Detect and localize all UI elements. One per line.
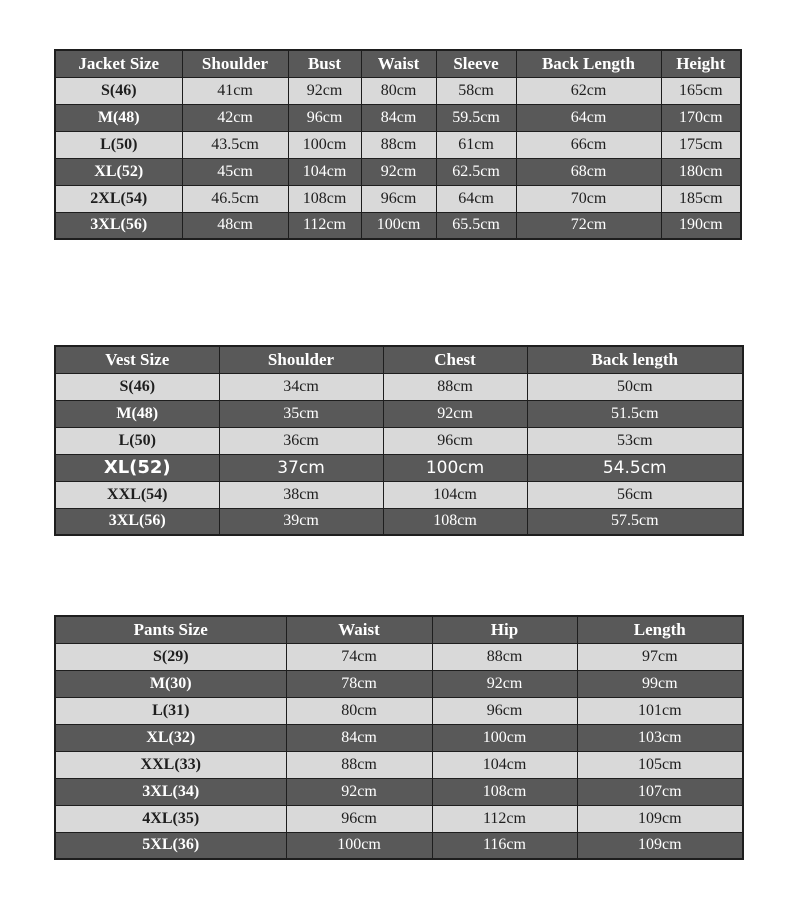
table-cell: 56cm — [527, 481, 743, 508]
table-cell: 57.5cm — [527, 508, 743, 535]
table-cell: 96cm — [288, 104, 361, 131]
jacket-size-table — [54, 49, 742, 240]
table-row — [55, 454, 743, 481]
table-header-row — [55, 50, 741, 77]
column-header: Height — [661, 50, 741, 77]
table-header-row — [55, 346, 743, 373]
column-header: Hip — [432, 616, 577, 643]
column-header: Shoulder — [182, 50, 288, 77]
size-label: 3XL(34) — [55, 778, 286, 805]
table-row — [55, 751, 743, 778]
table-cell: 92cm — [288, 77, 361, 104]
table-cell: 39cm — [219, 508, 383, 535]
size-label: S(46) — [55, 373, 219, 400]
table-cell: 59.5cm — [436, 104, 516, 131]
table-cell: 92cm — [432, 670, 577, 697]
table-cell: 80cm — [361, 77, 436, 104]
table-cell: 42cm — [182, 104, 288, 131]
size-label: L(31) — [55, 697, 286, 724]
table-cell: 70cm — [516, 185, 661, 212]
table-cell: 88cm — [383, 373, 527, 400]
table-cell: 108cm — [288, 185, 361, 212]
table-cell: 92cm — [383, 400, 527, 427]
size-label: 4XL(35) — [55, 805, 286, 832]
table-cell: 104cm — [383, 481, 527, 508]
column-header: Shoulder — [219, 346, 383, 373]
column-header: Sleeve — [436, 50, 516, 77]
size-label: S(29) — [55, 643, 286, 670]
table-cell: 96cm — [286, 805, 432, 832]
table-cell: 62cm — [516, 77, 661, 104]
table-cell: 104cm — [288, 158, 361, 185]
size-label: M(48) — [55, 104, 182, 131]
table-cell: 53cm — [527, 427, 743, 454]
table-cell: 36cm — [219, 427, 383, 454]
table-cell: 92cm — [361, 158, 436, 185]
table-cell: 116cm — [432, 832, 577, 859]
table-cell: 109cm — [577, 832, 743, 859]
table-cell: 62.5cm — [436, 158, 516, 185]
table-row — [55, 77, 741, 104]
table-cell: 109cm — [577, 805, 743, 832]
table-row — [55, 104, 741, 131]
size-label: 3XL(56) — [55, 508, 219, 535]
table-cell: 105cm — [577, 751, 743, 778]
table-cell: 175cm — [661, 131, 741, 158]
table-row — [55, 131, 741, 158]
table-row — [55, 670, 743, 697]
vest-size-table — [54, 345, 744, 536]
table-row — [55, 185, 741, 212]
table-cell: 58cm — [436, 77, 516, 104]
table-cell: 97cm — [577, 643, 743, 670]
table-cell: 96cm — [432, 697, 577, 724]
size-label: L(50) — [55, 427, 219, 454]
table-cell: 100cm — [432, 724, 577, 751]
table-cell: 96cm — [383, 427, 527, 454]
table-cell: 104cm — [432, 751, 577, 778]
table-cell: 38cm — [219, 481, 383, 508]
table-cell: 54.5cm — [527, 454, 743, 481]
size-label: XL(32) — [55, 724, 286, 751]
table-cell: 100cm — [288, 131, 361, 158]
table-cell: 34cm — [219, 373, 383, 400]
size-label: XXL(54) — [55, 481, 219, 508]
table-cell: 51.5cm — [527, 400, 743, 427]
size-label: 5XL(36) — [55, 832, 286, 859]
table-cell: 84cm — [286, 724, 432, 751]
table-cell: 165cm — [661, 77, 741, 104]
table-cell: 88cm — [432, 643, 577, 670]
table-cell: 68cm — [516, 158, 661, 185]
table-cell: 112cm — [288, 212, 361, 239]
table-cell: 64cm — [516, 104, 661, 131]
table-cell: 35cm — [219, 400, 383, 427]
column-header: Jacket Size — [55, 50, 182, 77]
table-cell: 180cm — [661, 158, 741, 185]
table-cell: 100cm — [361, 212, 436, 239]
table-cell: 108cm — [432, 778, 577, 805]
table-cell: 112cm — [432, 805, 577, 832]
table-row — [55, 778, 743, 805]
table-cell: 84cm — [361, 104, 436, 131]
size-label: XL(52) — [55, 454, 219, 481]
table-cell: 74cm — [286, 643, 432, 670]
column-header: Bust — [288, 50, 361, 77]
table-cell: 107cm — [577, 778, 743, 805]
table-cell: 41cm — [182, 77, 288, 104]
size-label: 3XL(56) — [55, 212, 182, 239]
table-cell: 88cm — [286, 751, 432, 778]
size-label: XL(52) — [55, 158, 182, 185]
column-header: Pants Size — [55, 616, 286, 643]
size-label: M(30) — [55, 670, 286, 697]
table-cell: 64cm — [436, 185, 516, 212]
column-header: Chest — [383, 346, 527, 373]
table-row — [55, 697, 743, 724]
column-header: Back Length — [516, 50, 661, 77]
column-header: Vest Size — [55, 346, 219, 373]
table-row — [55, 481, 743, 508]
table-row — [55, 158, 741, 185]
table-row — [55, 643, 743, 670]
size-label: 2XL(54) — [55, 185, 182, 212]
table-row — [55, 508, 743, 535]
table-cell: 65.5cm — [436, 212, 516, 239]
size-label: M(48) — [55, 400, 219, 427]
table-cell: 48cm — [182, 212, 288, 239]
table-cell: 185cm — [661, 185, 741, 212]
table-cell: 66cm — [516, 131, 661, 158]
table-cell: 46.5cm — [182, 185, 288, 212]
table-row — [55, 724, 743, 751]
table-row — [55, 373, 743, 400]
size-label: L(50) — [55, 131, 182, 158]
table-cell: 72cm — [516, 212, 661, 239]
pants-size-table — [54, 615, 744, 860]
table-cell: 50cm — [527, 373, 743, 400]
table-row — [55, 212, 741, 239]
table-cell: 61cm — [436, 131, 516, 158]
table-row — [55, 805, 743, 832]
column-header: Back length — [527, 346, 743, 373]
table-cell: 99cm — [577, 670, 743, 697]
table-cell: 78cm — [286, 670, 432, 697]
size-label: S(46) — [55, 77, 182, 104]
table-cell: 101cm — [577, 697, 743, 724]
table-cell: 100cm — [383, 454, 527, 481]
table-cell: 108cm — [383, 508, 527, 535]
table-cell: 100cm — [286, 832, 432, 859]
column-header: Waist — [286, 616, 432, 643]
table-row — [55, 400, 743, 427]
table-cell: 103cm — [577, 724, 743, 751]
column-header: Waist — [361, 50, 436, 77]
table-cell: 96cm — [361, 185, 436, 212]
table-cell: 92cm — [286, 778, 432, 805]
table-cell: 170cm — [661, 104, 741, 131]
table-row — [55, 427, 743, 454]
table-cell: 80cm — [286, 697, 432, 724]
table-cell: 37cm — [219, 454, 383, 481]
table-cell: 45cm — [182, 158, 288, 185]
column-header: Length — [577, 616, 743, 643]
table-cell: 43.5cm — [182, 131, 288, 158]
table-cell: 190cm — [661, 212, 741, 239]
table-row — [55, 832, 743, 859]
table-header-row — [55, 616, 743, 643]
table-cell: 88cm — [361, 131, 436, 158]
size-label: XXL(33) — [55, 751, 286, 778]
